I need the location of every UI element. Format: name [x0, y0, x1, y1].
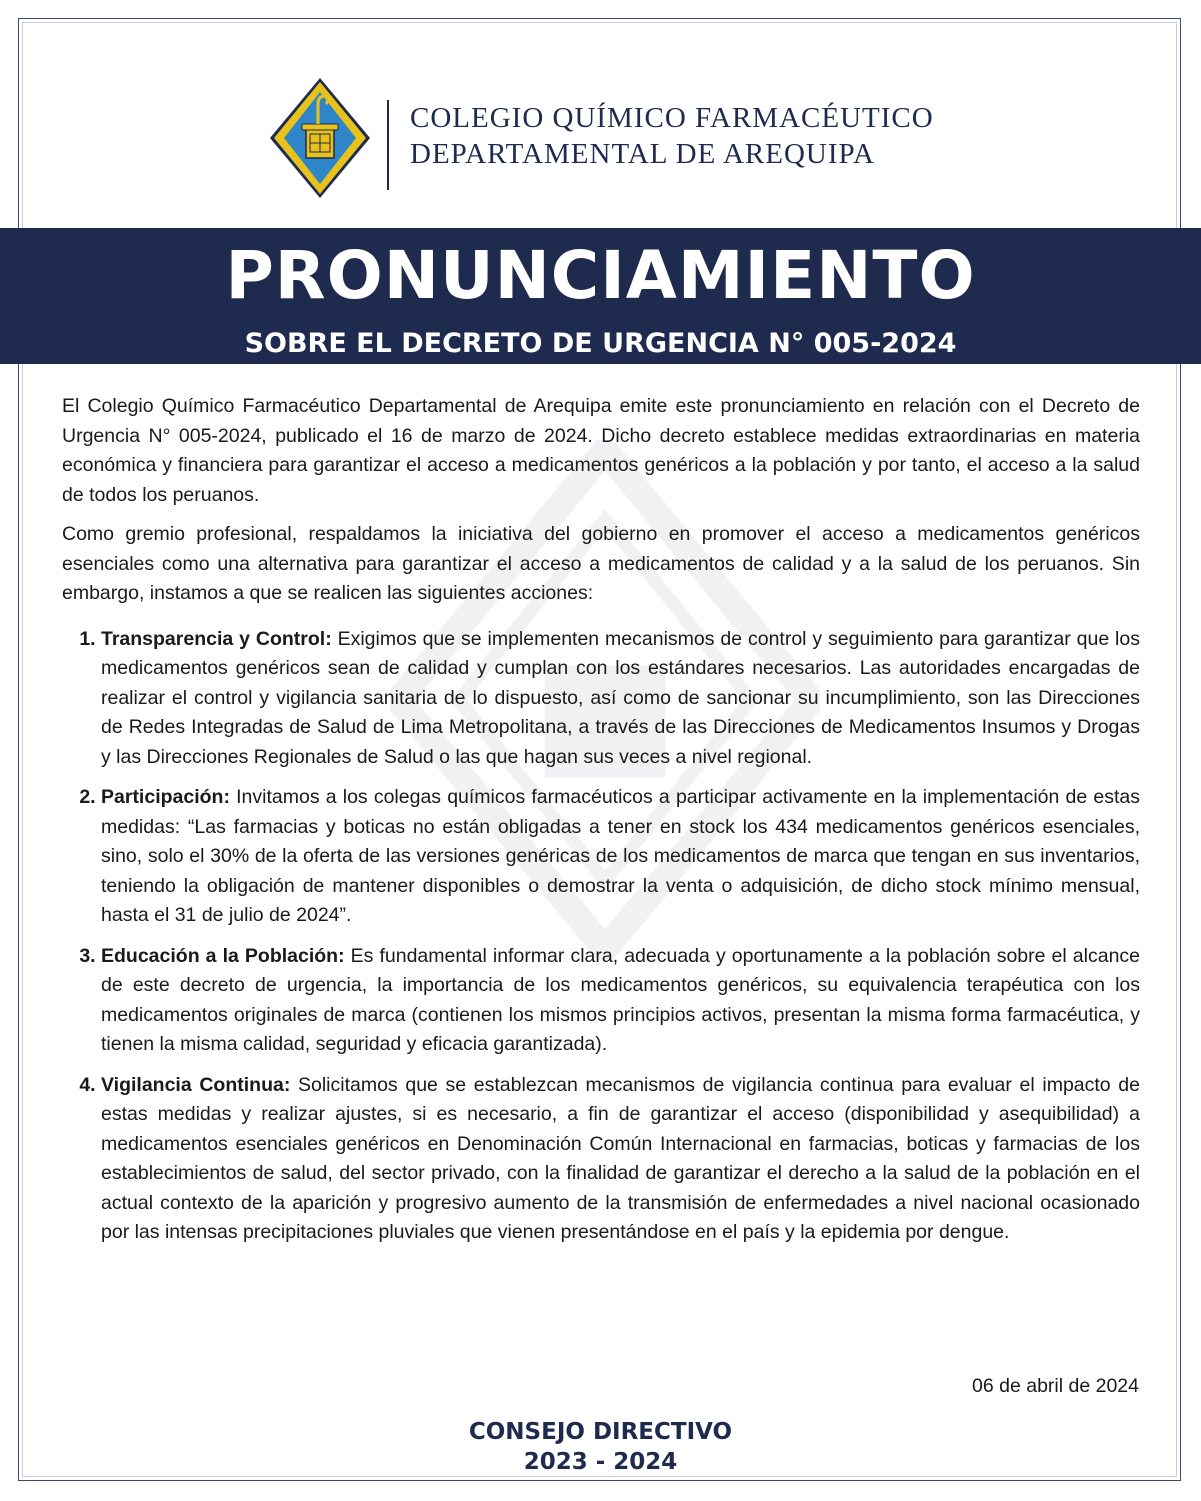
- list-item: [101, 942, 1140, 1060]
- list-item: [101, 783, 1140, 931]
- header-divider: [387, 100, 389, 190]
- list-item-heading: Educación a la Población:: [101, 944, 345, 967]
- title-banner: [0, 228, 1201, 364]
- page-subtitle: SOBRE EL DECRETO DE URGENCIA N° 005-2024: [244, 328, 957, 359]
- signature-line1: CONSEJO DIRECTIVO: [468, 1419, 733, 1445]
- org-name-line2: DEPARTAMENTAL DE AREQUIPA: [410, 138, 875, 170]
- header: [0, 72, 1201, 212]
- list-item-heading: Transparencia y Control:: [101, 627, 332, 650]
- signature-block: [0, 1417, 1201, 1477]
- list-item: [101, 625, 1140, 773]
- list-item-text: Invitamos a los colegas químicos farmacéuticos a participar activamente en la implementación de estas medidas: “Las farmacias y boticas no están obligadas a tener en stock los 434 medicamentos genéricos esenciales, sino, solo el 30% de la oferta de las versiones genéricas de los medicamentos de marca que tengan en sus inventarios, teniendo la obligación de mantener disponibles o demostrar la venta o adquisición, de dicho stock mínimo mensual, hasta el 31 de julio de 2024”.: [101, 786, 1140, 926]
- action-list: [62, 625, 1140, 1248]
- list-item-text: Exigimos que se implementen mecanismos de control y seguimiento para garantizar que los medicamentos genéricos sean de calidad y cumplan con los estándares necesarios. Las autoridades encargadas de realizar el control y vigilancia sanitaria de lo dispuesto, así como de sancionar su incumplimiento, son las Direcciones de Redes Integradas de Salud de Lima Metropolitana, a través de las Direcciones de Medicamentos Insumos y Drogas y las Direcciones Regionales de Salud o las que hagan sus veces a nivel regional.: [101, 627, 1140, 768]
- list-item-text: Solicitamos que se establezcan mecanismos de vigilancia continua para evaluar el impacto de estas medidas y realizar ajustes, si es necesario, a fin de garantizar el acceso (disponibilidad y asequibilidad) a medicamentos esenciales genéricos en Denominación Común Internacional en farmacias, boticas y farmacias de los establecimientos de salud, del sector privado, con la finalidad de garantizar el derecho a la salud de la población en el actual contexto de la aparición y progresivo aumento de la transmisión de enfermedades a nivel nacional ocasionado por las intensas precipitaciones pluviales que vienen presentándose en el país y la epidemia por dengue.: [101, 1073, 1140, 1243]
- org-name-line1: COLEGIO QUÍMICO FARMACÉUTICO: [410, 102, 934, 134]
- org-name: [410, 100, 934, 172]
- document-body: [62, 392, 1140, 1259]
- list-item-heading: Participación:: [101, 786, 230, 808]
- paragraph-intro: El Colegio Químico Farmacéutico Departamental de Arequipa emite este pronunciamiento en relación con el Decreto de Urgencia N° 005-2024, publicado el 16 de marzo de 2024. Dicho decreto establece medidas extraordinarias en materia económica y financiera para garantizar el acceso a medicamentos genéricos a la población y por tanto, el acceso a la salud de todos los peruanos.: [62, 395, 1140, 506]
- page-title: PRONUNCIAMIENTO: [225, 237, 976, 314]
- list-item-text: Es fundamental informar clara, adecuada y oportunamente a la población sobre el alcance de este decreto de urgencia, la importancia de los medicamentos genéricos, su equivalencia terapéutica con los medicamentos originales de marca (contienen los mismos principios activos, presentan la misma forma farmacéutica, y tienen la misma calidad, seguridad y eficacia garantizada).: [101, 944, 1141, 1055]
- document-date: 06 de abril de 2024: [972, 1375, 1139, 1397]
- paragraph-support: Como gremio profesional, respaldamos la iniciativa del gobierno en promover el acceso a medicamentos genéricos esenciales como una alternativa para garantizar el acceso a medicamentos de calidad y a la salud de los peruanos. Sin embargo, instamos a que se realicen las siguientes acciones:: [62, 523, 1140, 604]
- list-item: [101, 1071, 1140, 1248]
- list-item-heading: Vigilancia Continua:: [101, 1073, 291, 1096]
- signature-line2: 2023 - 2024: [523, 1449, 678, 1475]
- college-logo-icon: [268, 76, 372, 200]
